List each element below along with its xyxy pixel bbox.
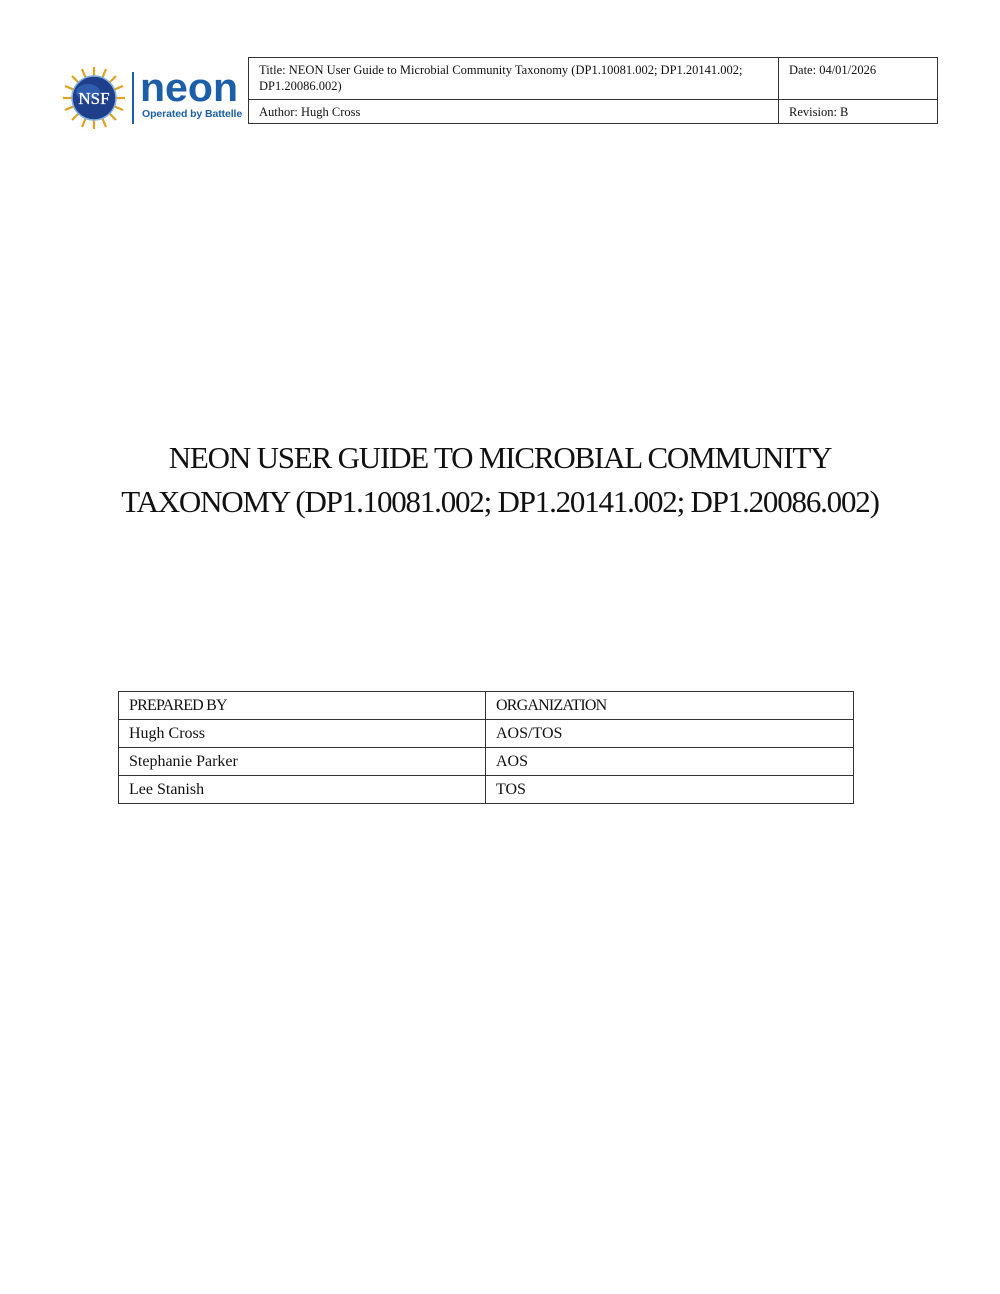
neon-wordmark [140, 68, 240, 108]
header-info-table [248, 57, 938, 124]
nsf-seal-icon [62, 66, 126, 130]
logo-divider [132, 72, 134, 124]
neon-wordmark-text: neon [140, 68, 238, 108]
header-row [249, 100, 938, 124]
nsf-seal-text: NSF [78, 89, 110, 108]
organization-header: ORGANIZATION [486, 692, 854, 720]
preparer-name: Hugh Cross [119, 720, 486, 748]
table-row [119, 776, 854, 804]
preparer-organization: AOS/TOS [486, 720, 854, 748]
header-revision-cell: Revision: B [779, 100, 938, 124]
header-title-cell: Title: NEON User Guide to Microbial Community Taxonomy (DP1.10081.002; DP1.20141.002; DP1.20086.002) [249, 58, 779, 100]
preparer-organization: TOS [486, 776, 854, 804]
preparer-name: Stephanie Parker [119, 748, 486, 776]
header-date-cell: Date: 04/01/2026 [779, 58, 938, 100]
preparer-name: Lee Stanish [119, 776, 486, 804]
header-row [249, 58, 938, 100]
prepared-by-table [118, 691, 854, 804]
neon-tagline: Operated by Battelle [142, 108, 243, 120]
prepared-table-header [119, 692, 854, 720]
prepared-by-header: PREPARED BY [119, 692, 486, 720]
document-title: NEON USER GUIDE TO MICROBIAL COMMUNITY TAXONOMY (DP1.10081.002; DP1.20141.002; DP1.20086.002) [121, 440, 879, 519]
header-author-cell: Author: Hugh Cross [249, 100, 779, 124]
table-row [119, 720, 854, 748]
neon-nsf-logo [62, 66, 243, 130]
preparer-organization: AOS [486, 748, 854, 776]
table-row [119, 748, 854, 776]
